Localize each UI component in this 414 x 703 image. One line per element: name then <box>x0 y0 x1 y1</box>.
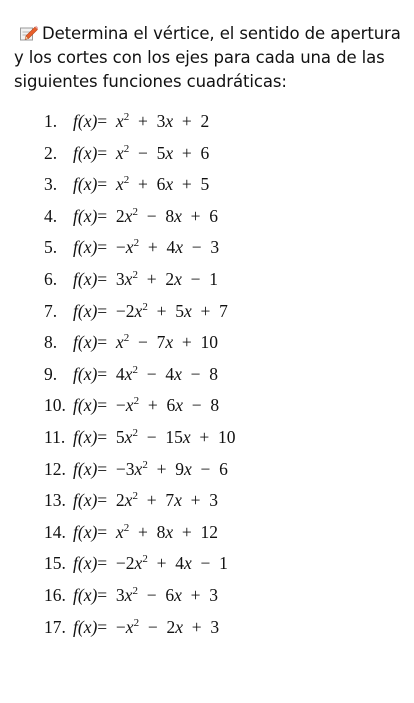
function-expression <box>97 617 219 638</box>
function-item <box>44 111 235 143</box>
function-item <box>44 174 235 206</box>
variable-x: x <box>125 237 134 258</box>
function-list <box>44 111 235 648</box>
function-name: f(x) <box>73 426 98 447</box>
variable-x: x <box>165 332 174 353</box>
function-name: f(x) <box>73 553 98 574</box>
item-number: 15. <box>44 553 66 574</box>
function-name: f(x) <box>73 205 98 226</box>
function-item <box>44 585 235 617</box>
item-number: 6. <box>44 268 58 289</box>
expression-part: − 8x + 6 <box>137 205 218 226</box>
exponent: 2 <box>123 111 130 123</box>
variable-x: x <box>174 363 182 384</box>
variable-x: x <box>174 268 182 289</box>
expression-part: + 4x − 3 <box>139 237 220 258</box>
function-expression <box>97 490 218 511</box>
variable-x: x <box>182 426 191 447</box>
function-expression <box>97 332 218 353</box>
function-name: f(x) <box>73 174 98 195</box>
function-name: f(x) <box>73 521 98 542</box>
variable-x: x <box>165 174 174 195</box>
expression-part: = x <box>97 521 124 542</box>
function-item <box>44 143 235 175</box>
item-number: 13. <box>44 490 66 511</box>
exponent: 2 <box>123 142 130 155</box>
item-number: 2. <box>44 142 58 163</box>
pencil-paper-icon <box>20 24 38 40</box>
function-expression <box>97 143 209 164</box>
item-number: 10. <box>44 395 66 416</box>
function-expression <box>97 206 218 227</box>
function-item <box>44 364 235 396</box>
item-number: 11. <box>44 426 66 447</box>
expression-part: = −x <box>97 616 134 637</box>
function-name: f(x) <box>73 142 98 163</box>
function-expression <box>97 364 218 385</box>
variable-x: x <box>183 300 192 321</box>
variable-x: x <box>174 584 182 605</box>
expression-part: = 2x <box>97 490 133 511</box>
expression-part: + 3x + 2 <box>129 111 210 131</box>
variable-x: x <box>115 332 124 353</box>
expression-part: = −3x <box>97 458 143 479</box>
expression-part: + 6x − 8 <box>139 395 220 416</box>
exponent: 2 <box>123 332 130 345</box>
function-item <box>44 522 235 554</box>
function-item <box>44 427 235 459</box>
exponent: 2 <box>132 426 138 439</box>
variable-x: x <box>124 205 133 226</box>
exponent: 2 <box>142 553 148 566</box>
function-name: f(x) <box>73 490 98 511</box>
variable-x: x <box>174 490 182 511</box>
function-name: f(x) <box>73 584 98 605</box>
function-name: f(x) <box>73 363 98 384</box>
item-number: 12. <box>44 458 66 479</box>
variable-x: x <box>165 111 174 131</box>
function-name: f(x) <box>73 237 98 258</box>
expression-part: − 15x + 10 <box>137 426 236 447</box>
variable-x: x <box>124 363 133 384</box>
exponent: 2 <box>123 521 130 534</box>
expression-part: = −2x <box>97 300 143 321</box>
function-expression <box>97 301 228 322</box>
exponent: 2 <box>133 237 140 250</box>
function-expression <box>97 427 235 448</box>
function-item <box>44 269 235 301</box>
variable-x: x <box>115 142 124 163</box>
item-number: 3. <box>44 174 58 195</box>
variable-x: x <box>124 584 133 605</box>
expression-part: − 6x + 3 <box>137 584 218 605</box>
function-name: f(x) <box>73 332 98 353</box>
variable-x: x <box>183 553 192 574</box>
function-item <box>44 206 235 238</box>
instruction-text: Determina el vértice, el sentido de apertura y los cortes con los ejes para cada una de las siguientes funciones cuadráticas: <box>14 24 401 91</box>
expression-part: + 2x − 1 <box>137 268 218 289</box>
expression-part: + 4x − 1 <box>147 553 228 574</box>
function-item <box>44 301 235 333</box>
function-expression <box>97 395 219 416</box>
variable-x: x <box>134 553 143 574</box>
variable-x: x <box>183 458 192 479</box>
expression-part: = −x <box>97 395 134 416</box>
expression-part: + 8x + 12 <box>129 521 218 542</box>
variable-x: x <box>175 237 183 258</box>
variable-x: x <box>134 300 143 321</box>
exponent: 2 <box>142 300 148 313</box>
function-item <box>44 553 235 585</box>
function-expression <box>97 459 228 480</box>
expression-part: = 5x <box>97 426 133 447</box>
item-number: 16. <box>44 584 66 605</box>
function-item <box>44 332 235 364</box>
expression-part: + 7x + 3 <box>137 490 218 511</box>
item-number: 1. <box>44 111 58 131</box>
function-name: f(x) <box>73 458 98 479</box>
function-item <box>44 459 235 491</box>
variable-x: x <box>115 521 124 542</box>
variable-x: x <box>115 174 124 195</box>
expression-part: = −2x <box>97 553 143 574</box>
exponent: 2 <box>132 268 138 281</box>
variable-x: x <box>134 458 143 479</box>
function-item <box>44 395 235 427</box>
variable-x: x <box>124 490 133 511</box>
item-number: 7. <box>44 300 58 321</box>
item-number: 8. <box>44 332 58 353</box>
function-expression <box>97 585 218 606</box>
function-name: f(x) <box>73 395 98 416</box>
item-number: 14. <box>44 521 66 542</box>
function-name: f(x) <box>73 616 98 637</box>
function-expression <box>97 111 209 132</box>
variable-x: x <box>175 616 183 637</box>
variable-x: x <box>124 426 133 447</box>
expression-part: − 5x + 6 <box>129 142 210 163</box>
exponent: 2 <box>132 363 138 376</box>
exponent: 2 <box>132 584 138 597</box>
item-number: 5. <box>44 237 58 258</box>
expression-part: = 4x <box>97 363 133 384</box>
exponent: 2 <box>133 395 140 408</box>
expression-part: = x <box>97 332 124 353</box>
expression-part: − 7x + 10 <box>129 332 218 353</box>
exponent: 2 <box>132 490 138 503</box>
function-item <box>44 617 235 649</box>
function-name: f(x) <box>73 111 98 131</box>
expression-part: + 6x + 5 <box>129 174 210 195</box>
variable-x: x <box>175 395 183 416</box>
function-item <box>44 490 235 522</box>
function-name: f(x) <box>73 268 98 289</box>
expression-part: − 4x − 8 <box>137 363 218 384</box>
function-name: f(x) <box>73 300 98 321</box>
function-item <box>44 237 235 269</box>
variable-x: x <box>165 142 174 163</box>
function-expression <box>97 522 218 543</box>
exponent: 2 <box>123 174 130 187</box>
variable-x: x <box>174 205 182 226</box>
expression-part: = x <box>97 174 124 195</box>
exponent: 2 <box>142 458 148 471</box>
variable-x: x <box>165 521 174 542</box>
function-expression <box>97 237 219 258</box>
item-number: 9. <box>44 363 58 384</box>
function-expression <box>97 174 209 195</box>
exponent: 2 <box>133 616 140 629</box>
variable-x: x <box>125 616 134 637</box>
variable-x: x <box>125 395 134 416</box>
expression-part: + 5x + 7 <box>147 300 228 321</box>
expression-part: = −x <box>97 237 134 258</box>
expression-part: = x <box>97 142 124 163</box>
exponent: 2 <box>132 205 138 218</box>
variable-x: x <box>115 111 124 131</box>
expression-part: = 3x <box>97 268 133 289</box>
function-expression <box>97 269 218 290</box>
expression-part: = 2x <box>97 205 133 226</box>
expression-part: = x <box>97 111 124 131</box>
item-number: 17. <box>44 616 66 637</box>
variable-x: x <box>124 268 133 289</box>
item-number: 4. <box>44 205 58 226</box>
instruction-paragraph <box>14 22 406 94</box>
expression-part: + 9x − 6 <box>147 458 228 479</box>
expression-part: = 3x <box>97 584 133 605</box>
function-expression <box>97 553 228 574</box>
expression-part: − 2x + 3 <box>139 616 220 637</box>
